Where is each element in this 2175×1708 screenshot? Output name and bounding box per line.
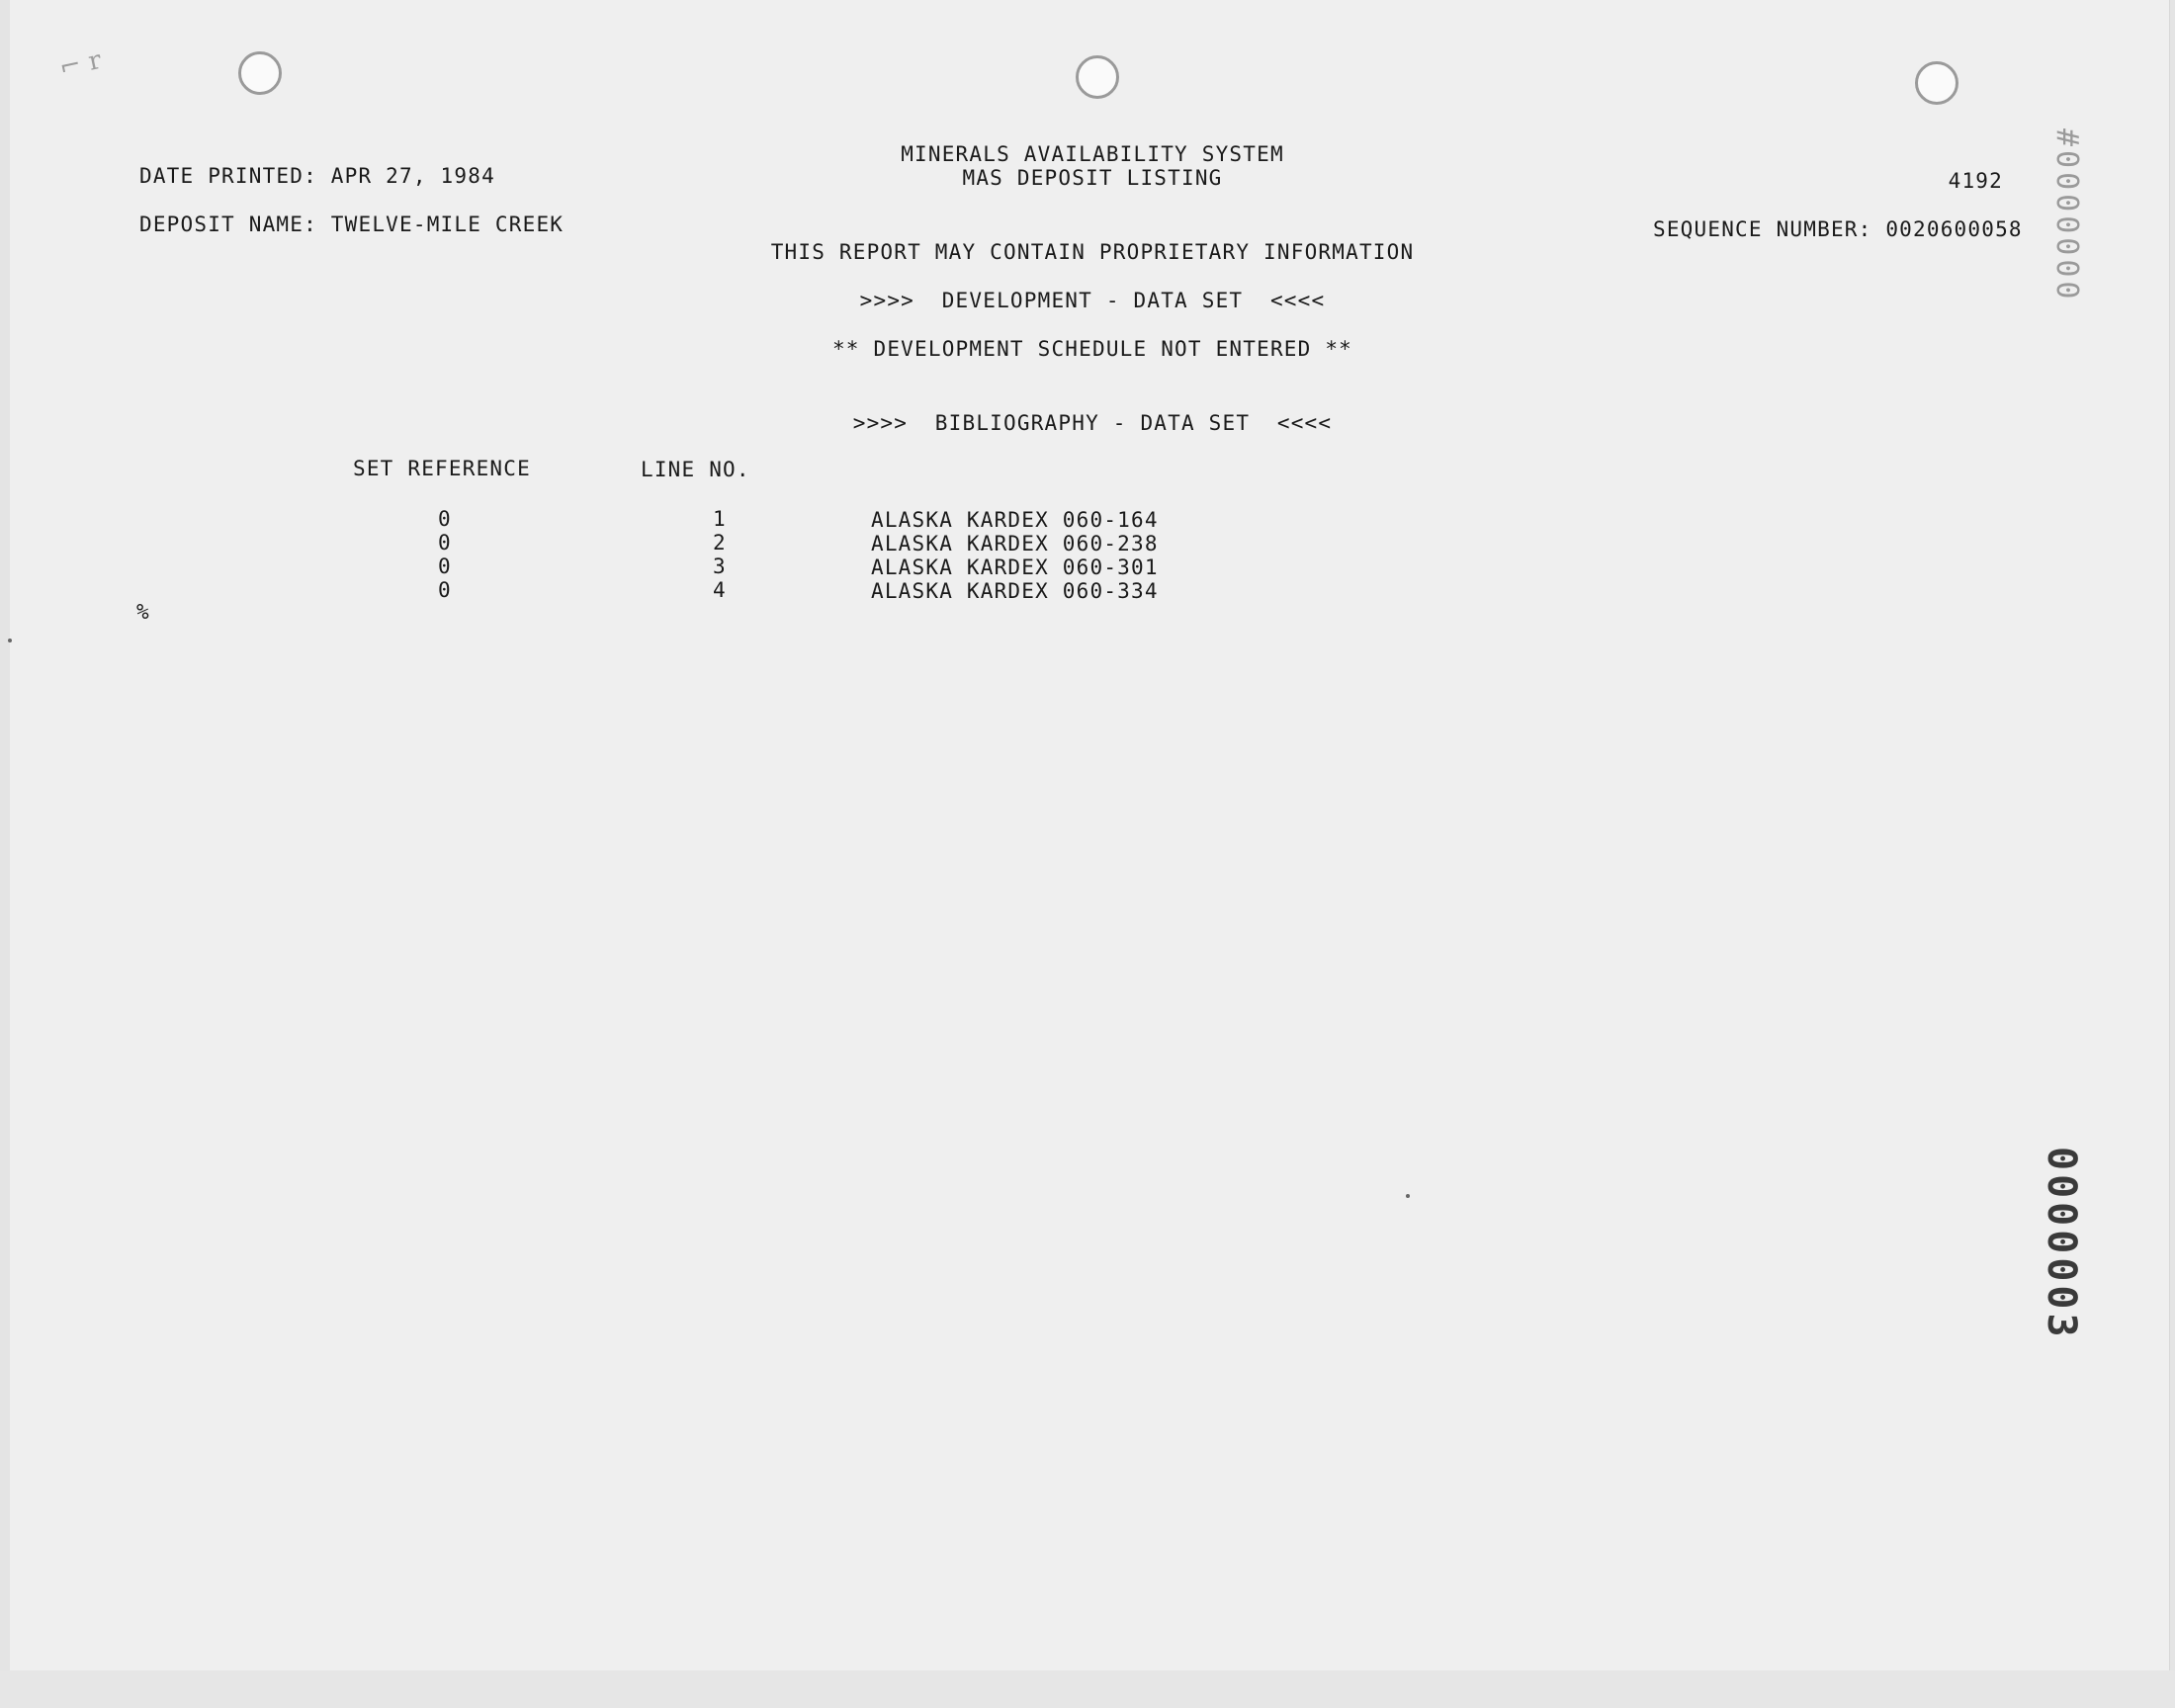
column-header-set-reference: SET REFERENCE bbox=[353, 457, 531, 480]
punch-hole-left bbox=[238, 51, 282, 95]
development-note: ** DEVELOPMENT SCHEDULE NOT ENTERED ** bbox=[831, 337, 1353, 361]
handwritten-mark: ⌐ r bbox=[56, 44, 105, 84]
line-no-cell: 4 bbox=[713, 578, 727, 602]
archive-stamp-bottom: 0000003 bbox=[2039, 1147, 2084, 1341]
reference-text-cell: ALASKA KARDEX 060-164 bbox=[871, 508, 1159, 532]
date-printed: DATE PRINTED: APR 27, 1984 bbox=[139, 164, 495, 188]
line-no-cell: 3 bbox=[713, 555, 727, 578]
reference-text-cell: ALASKA KARDEX 060-301 bbox=[871, 555, 1159, 579]
punch-hole-center bbox=[1076, 55, 1119, 99]
set-reference-cell: 0 bbox=[438, 531, 452, 555]
bibliography-heading: >>>> BIBLIOGRAPHY - DATA SET <<<< bbox=[852, 411, 1333, 435]
dust-speck bbox=[8, 639, 12, 642]
punch-hole-right bbox=[1915, 61, 1958, 105]
line-no-cell: 2 bbox=[713, 531, 727, 555]
reference-text-cell: ALASKA KARDEX 060-334 bbox=[871, 579, 1159, 603]
archive-stamp-top: #0000000 bbox=[2049, 128, 2084, 303]
dust-speck bbox=[1406, 1194, 1410, 1198]
line-no-cell: 1 bbox=[713, 507, 727, 531]
listing-title: MAS DEPOSIT LISTING bbox=[962, 166, 1223, 190]
end-marker: % bbox=[136, 600, 150, 624]
system-title: MINERALS AVAILABILITY SYSTEM bbox=[901, 142, 1284, 166]
reference-text-cell: ALASKA KARDEX 060-238 bbox=[871, 532, 1159, 555]
development-heading: >>>> DEVELOPMENT - DATA SET <<<< bbox=[859, 289, 1326, 312]
set-reference-cell: 0 bbox=[438, 555, 452, 578]
set-reference-cell: 0 bbox=[438, 578, 452, 602]
sequence-number: SEQUENCE NUMBER: 0020600058 bbox=[1653, 217, 2023, 241]
proprietary-notice: THIS REPORT MAY CONTAIN PROPRIETARY INFORMATION bbox=[770, 240, 1415, 264]
scan-bottom-margin bbox=[0, 1670, 2175, 1708]
deposit-name: DEPOSIT NAME: TWELVE-MILE CREEK bbox=[139, 213, 565, 236]
column-header-line-no: LINE NO. bbox=[641, 458, 750, 481]
set-reference-cell: 0 bbox=[438, 507, 452, 531]
page-number: 4192 bbox=[1948, 169, 2003, 193]
